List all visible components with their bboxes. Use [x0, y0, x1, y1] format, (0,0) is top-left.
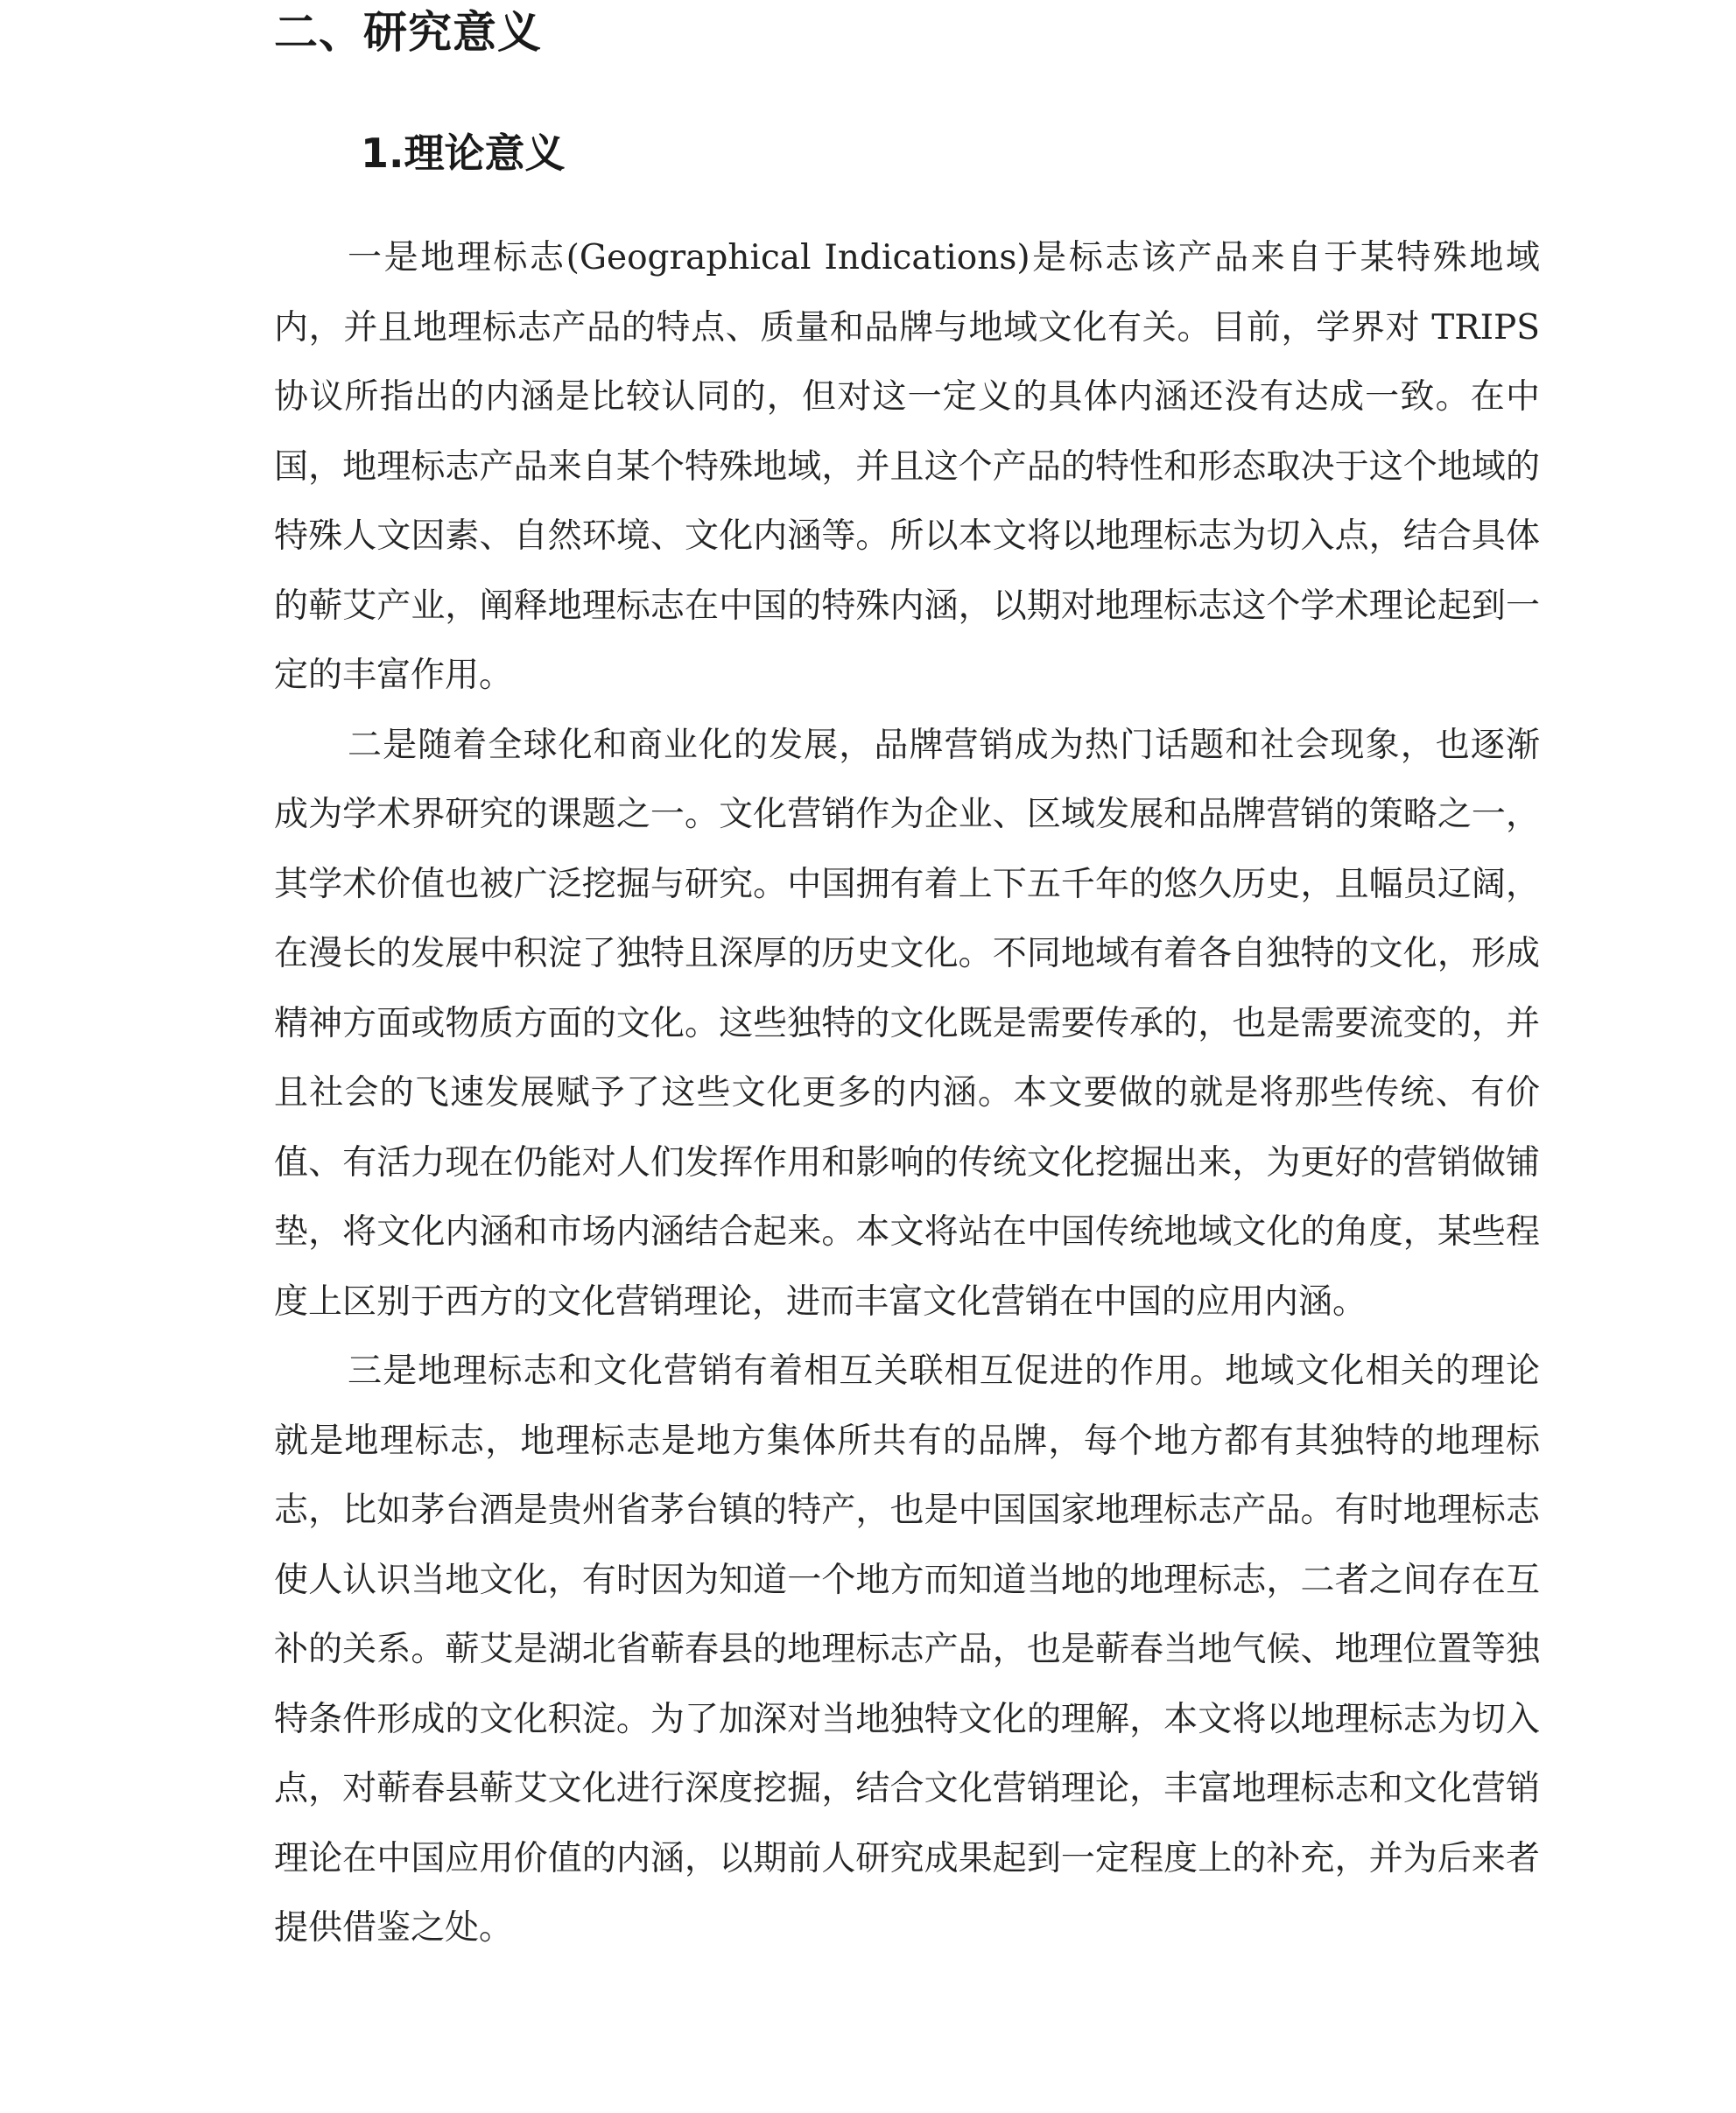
paragraph-1: 一是地理标志(Geographical Indications)是标志该产品来自于某特殊地域内，并且地理标志产品的特点、质量和品牌与地域文化有关。目前，学界对 TRIPS 协议所指出的内涵是比较认同的，但对这一定义的具体内涵还没有达成一致。在中国，地理标志产品来自某个特殊地域，并且这个产品的特性和形态取决于这个地域的特殊人文因素、自然环境、文化内涵等。所以本文将以地理标志为切入点，结合具体的蕲艾产业，阐释地理标志在中国的特殊内涵，以期对地理标志这个学术理论起到一定的丰富作用。 — [274, 238, 1540, 695]
paragraph-3: 三是地理标志和文化营销有着相互关联相互促进的作用。地域文化相关的理论就是地理标志，地理标志是地方集体所共有的品牌，每个地方都有其独特的地理标志，比如茅台酒是贵州省茅台镇的特产，也是中国国家地理标志产品。有时地理标志使人认识当地文化，有时因为知道一个地方而知道当地的地理标志，二者之间存在互补的关系。蕲艾是湖北省蕲春县的地理标志产品，也是蕲春当地气候、地理位置等独特条件形成的文化积淀。为了加深对当地独特文化的理解，本文将以地理标志为切入点，对蕲春县蕲艾文化进行深度挖掘，结合文化营销理论，丰富地理标志和文化营销理论在中国应用价值的内涵，以期前人研究成果起到一定程度上的补充，并为后来者提供借鉴之处。 — [274, 1351, 1540, 1948]
sub-heading: 1.理论意义 — [361, 130, 566, 177]
section-heading: 二、研究意义 — [274, 7, 542, 58]
body-text — [274, 223, 1540, 1963]
paragraph-2: 二是随着全球化和商业化的发展，品牌营销成为热门话题和社会现象，也逐渐成为学术界研究的课题之一。文化营销作为企业、区域发展和品牌营销的策略之一，其学术价值也被广泛挖掘与研究。中国拥有着上下五千年的悠久历史，且幅员辽阔，在漫长的发展中积淀了独特且深厚的历史文化。不同地域有着各自独特的文化，形成精神方面或物质方面的文化。这些独特的文化既是需要传承的，也是需要流变的，并且社会的飞速发展赋予了这些文化更多的内涵。本文要做的就是将那些传统、有价值、有活力现在仍能对人们发挥作用和影响的传统文化挖掘出来，为更好的营销做铺垫，将文化内涵和市场内涵结合起来。本文将站在中国传统地域文化的角度，某些程度上区别于西方的文化营销理论，进而丰富文化营销在中国的应用内涵。 — [274, 725, 1540, 1322]
